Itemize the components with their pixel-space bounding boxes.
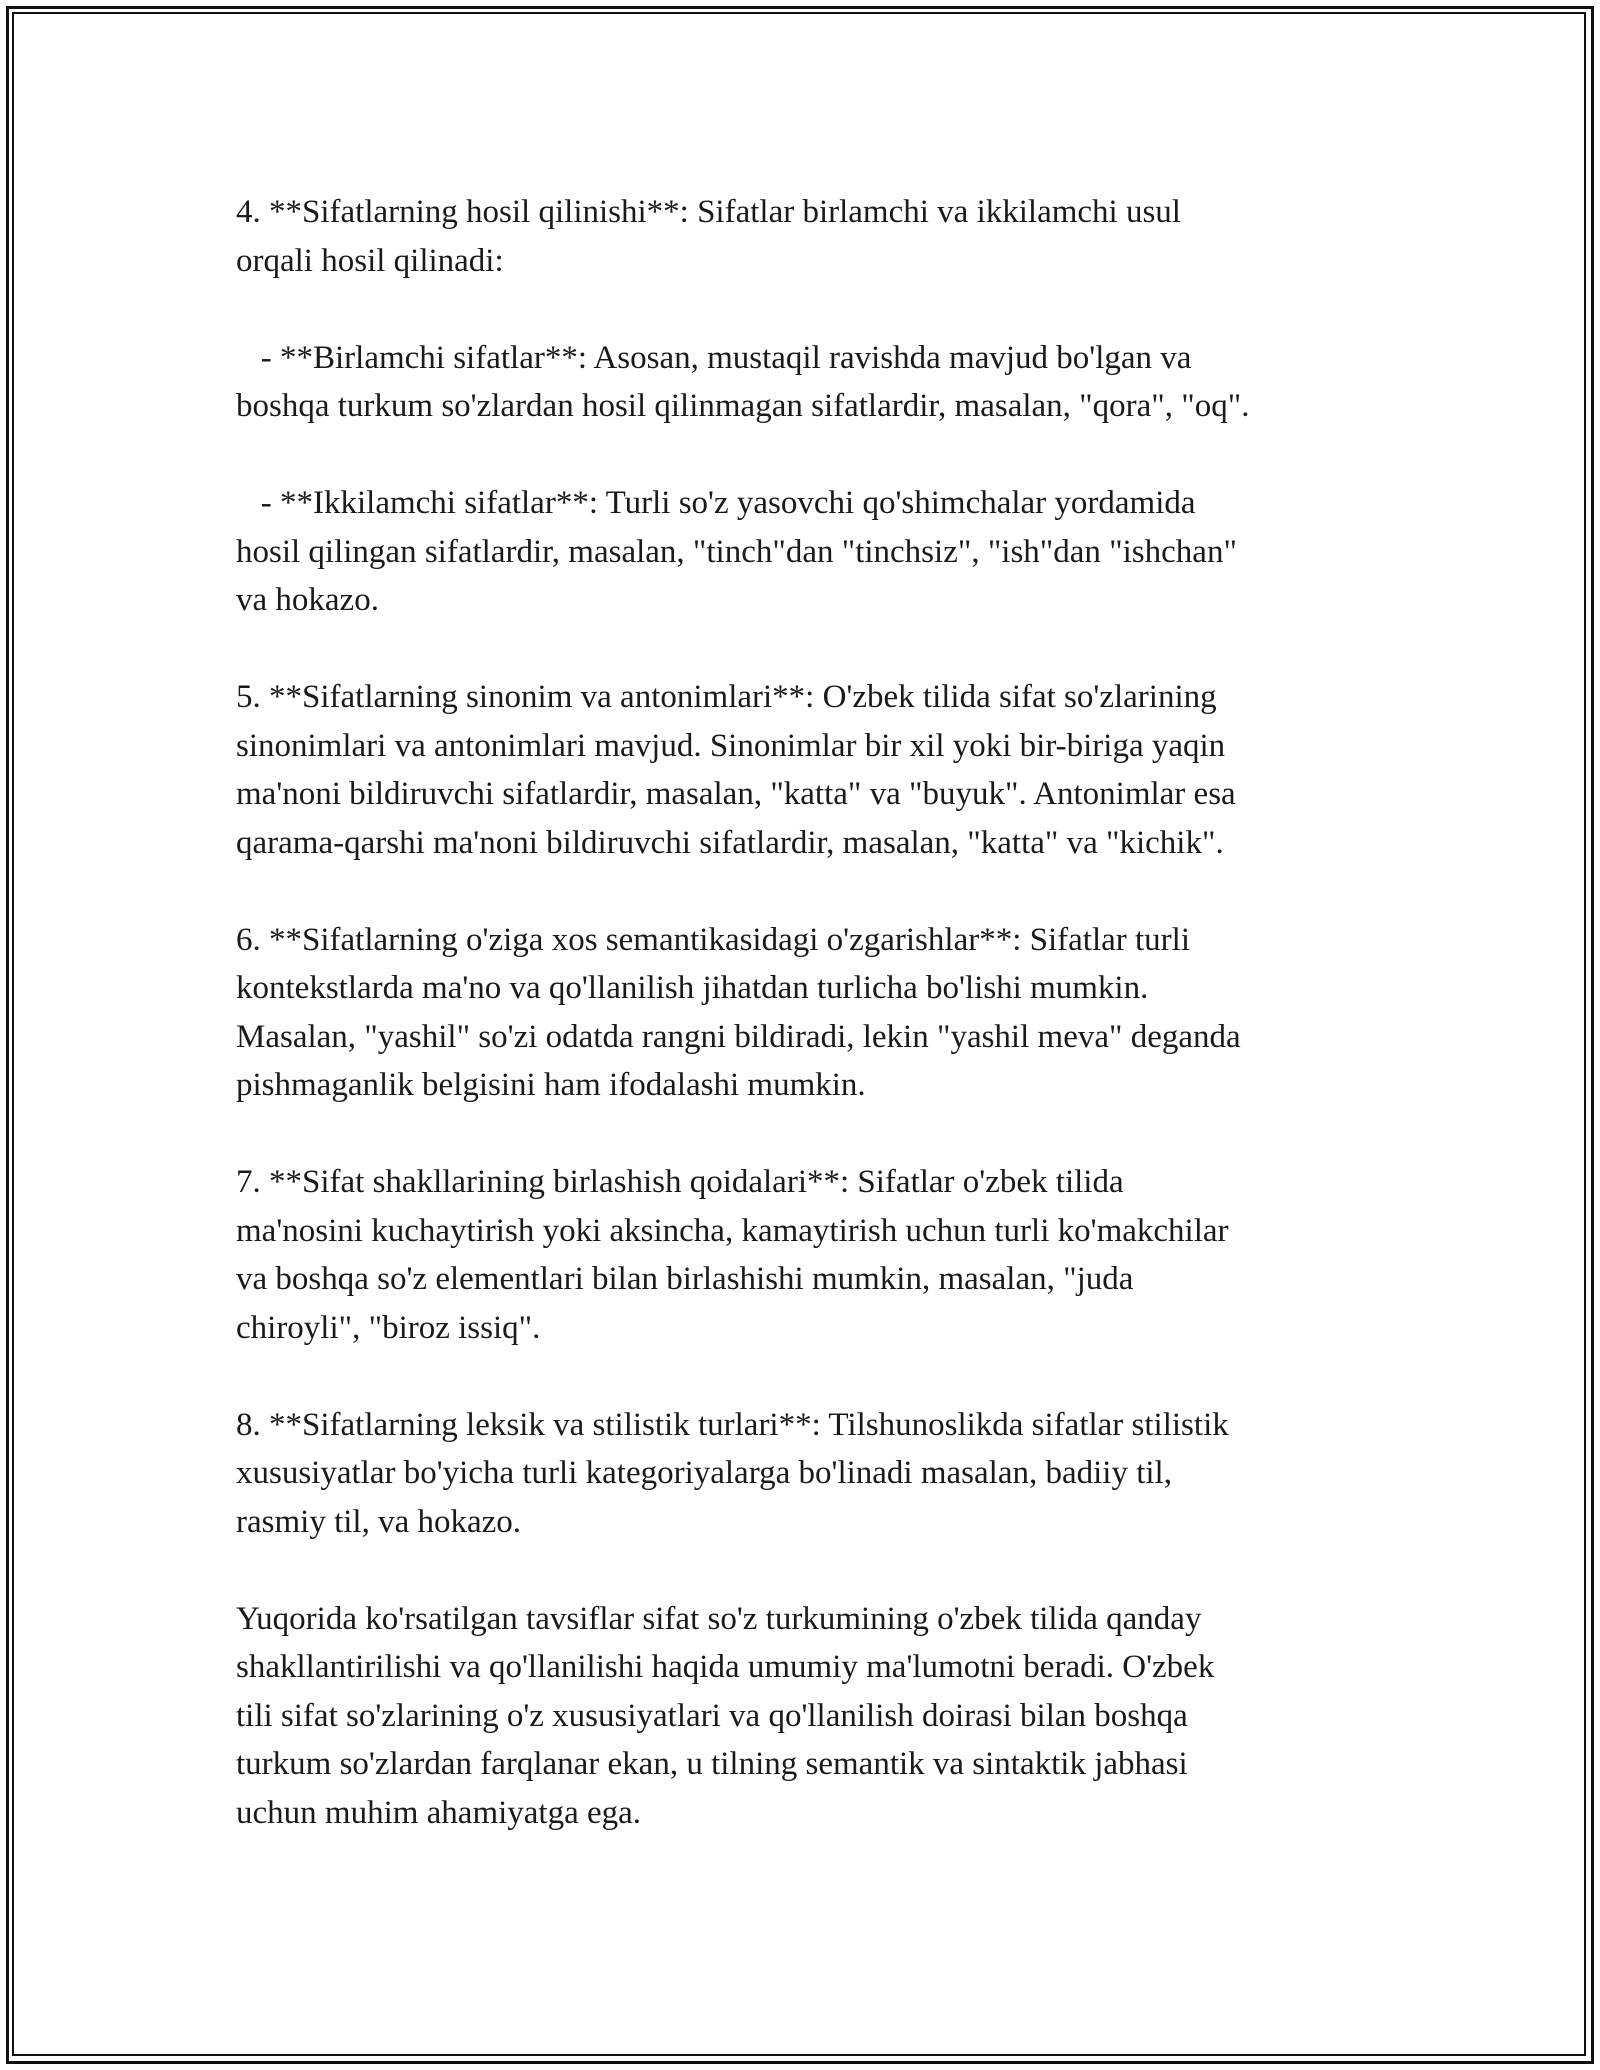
paragraph-primary-adjectives: - **Birlamchi sifatlar**: Asosan, mustaqil ravishda mavjud bo'lgan va boshqa turkum so'zlardan hosil qilinmagan sifatlardir, masalan, "qora", "oq". xyxy=(236,339,1250,424)
document-body xyxy=(236,188,1376,1886)
paragraph-combination-rules: 7. **Sifat shakllarining birlashish qoidalari**: Sifatlar o'zbek tilida ma'nosini kuchaytirish yoki aksincha, kamaytirish uchun turli ko'makchilar va boshqa so'z elementlari bilan birlashishi mumkin, masalan, "juda chiroyli", "biroz issiq". xyxy=(236,1164,1229,1346)
paragraph-conclusion: Yuqorida ko'rsatilgan tavsiflar sifat so'z turkumining o'zbek tilida qanday shakllantirilishi va qo'llanilishi haqida umumiy ma'lumotni beradi. O'zbek tili sifat so'zlarining o'z xususiyatlari va qo'llanilish doirasi bilan boshqa turkum so'zlardan farqlanar ekan, u tilning semantik va sintaktik jabhasi uchun muhim ahamiyatga ega. xyxy=(236,1600,1215,1831)
paragraph-secondary-adjectives: - **Ikkilamchi sifatlar**: Turli so'z yasovchi qo'shimchalar yordamida hosil qilingan sifatlardir, masalan, "tinch"dan "tinchsiz", "ish"dan "ishchan" va hokazo. xyxy=(236,485,1237,618)
paragraph-lexical-stylistic: 8. **Sifatlarning leksik va stilistik turlari**: Tilshunoslikda sifatlar stilistik xususiyatlar bo'yicha turli kategoriyalarga bo'linadi masalan, badiiy til, rasmiy til, va hokazo. xyxy=(236,1406,1229,1540)
paragraph-formation: 4. **Sifatlarning hosil qilinishi**: Sifatlar birlamchi va ikkilamchi usul orqali hosil qilinadi: xyxy=(236,194,1181,279)
paragraph-semantic-changes: 6. **Sifatlarning o'ziga xos semantikasidagi o'zgarishlar**: Sifatlar turli kontekstlarda ma'no va qo'llanilish jihatdan turlicha bo'lishi mumkin. Masalan, "yashil" so'zi odatda rangni bildiradi, lekin "yashil meva" deganda pishmaganlik belgisini ham ifodalashi mumkin. xyxy=(236,921,1241,1103)
paragraph-synonyms-antonyms: 5. **Sifatlarning sinonim va antonimlari**: O'zbek tilida sifat so'zlarining sinonimlari va antonimlari mavjud. Sinonimlar bir xil yoki bir-biriga yaqin ma'noni bildiruvchi sifatlardir, masalan, "katta" va "buyuk". Antonimlar esa qarama-qarshi ma'noni bildiruvchi sifatlardir, masalan, "katta" va "kichik". xyxy=(236,679,1236,861)
